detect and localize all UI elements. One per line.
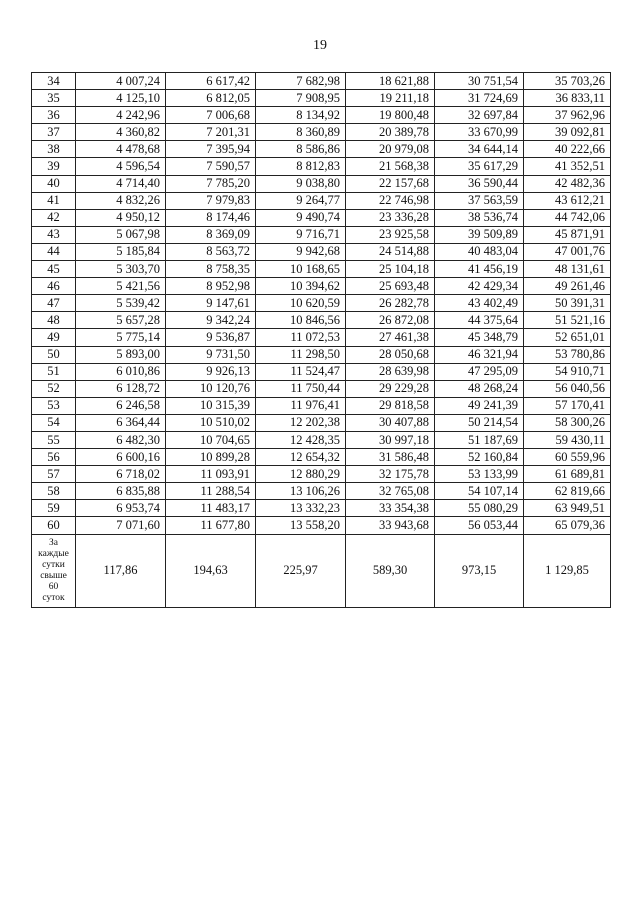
value-cell: 11 750,44 xyxy=(256,380,346,397)
table-row xyxy=(32,466,611,483)
value-cell: 12 880,29 xyxy=(256,466,346,483)
value-cell: 9 942,68 xyxy=(256,243,346,260)
value-cell: 4 478,68 xyxy=(76,141,166,158)
value-cell: 51 521,16 xyxy=(524,312,611,329)
value-cell: 10 120,76 xyxy=(166,380,256,397)
value-cell: 22 157,68 xyxy=(346,175,435,192)
value-cell: 30 751,54 xyxy=(435,73,524,90)
table-row xyxy=(32,431,611,448)
value-cell: 52 651,01 xyxy=(524,329,611,346)
value-cell: 47 001,76 xyxy=(524,243,611,260)
value-cell: 60 559,96 xyxy=(524,449,611,466)
value-cell: 10 394,62 xyxy=(256,278,346,295)
table-row xyxy=(32,449,611,466)
value-cell: 8 563,72 xyxy=(166,243,256,260)
rates-table-body xyxy=(32,73,611,608)
value-cell: 25 104,18 xyxy=(346,261,435,278)
value-cell: 6 482,30 xyxy=(76,431,166,448)
value-cell: 35 617,29 xyxy=(435,158,524,175)
value-cell: 10 704,65 xyxy=(166,431,256,448)
day-cell: 55 xyxy=(32,431,76,448)
value-cell: 50 391,31 xyxy=(524,295,611,312)
value-cell: 13 332,23 xyxy=(256,500,346,517)
value-cell: 6 246,58 xyxy=(76,397,166,414)
value-cell: 42 429,34 xyxy=(435,278,524,295)
value-cell: 10 846,56 xyxy=(256,312,346,329)
value-cell: 39 092,81 xyxy=(524,124,611,141)
value-cell: 5 657,28 xyxy=(76,312,166,329)
value-cell: 11 483,17 xyxy=(166,500,256,517)
day-cell: 49 xyxy=(32,329,76,346)
extra-value-cell: 1 129,85 xyxy=(524,534,611,607)
value-cell: 38 536,74 xyxy=(435,209,524,226)
value-cell: 13 558,20 xyxy=(256,517,346,534)
value-cell: 45 348,79 xyxy=(435,329,524,346)
value-cell: 23 925,58 xyxy=(346,226,435,243)
table-row xyxy=(32,380,611,397)
value-cell: 32 697,84 xyxy=(435,107,524,124)
value-cell: 49 241,39 xyxy=(435,397,524,414)
value-cell: 41 456,19 xyxy=(435,261,524,278)
value-cell: 5 775,14 xyxy=(76,329,166,346)
day-cell: 53 xyxy=(32,397,76,414)
value-cell: 4 125,10 xyxy=(76,90,166,107)
value-cell: 25 693,48 xyxy=(346,278,435,295)
value-cell: 10 510,02 xyxy=(166,414,256,431)
value-cell: 4 242,96 xyxy=(76,107,166,124)
value-cell: 10 315,39 xyxy=(166,397,256,414)
value-cell: 9 490,74 xyxy=(256,209,346,226)
value-cell: 10 620,59 xyxy=(256,295,346,312)
day-cell: 58 xyxy=(32,483,76,500)
extra-day-row xyxy=(32,534,611,607)
value-cell: 30 407,88 xyxy=(346,414,435,431)
value-cell: 12 428,35 xyxy=(256,431,346,448)
value-cell: 36 833,11 xyxy=(524,90,611,107)
extra-day-label-line: За xyxy=(49,537,58,548)
value-cell: 27 461,38 xyxy=(346,329,435,346)
value-cell: 5 185,84 xyxy=(76,243,166,260)
value-cell: 28 639,98 xyxy=(346,363,435,380)
value-cell: 7 071,60 xyxy=(76,517,166,534)
value-cell: 4 950,12 xyxy=(76,209,166,226)
value-cell: 47 295,09 xyxy=(435,363,524,380)
rates-table xyxy=(31,72,611,608)
extra-value-cell: 117,86 xyxy=(76,534,166,607)
value-cell: 11 524,47 xyxy=(256,363,346,380)
extra-day-label-line: каждые xyxy=(38,548,69,559)
value-cell: 20 979,08 xyxy=(346,141,435,158)
value-cell: 48 131,61 xyxy=(524,261,611,278)
extra-day-label-line: свыше xyxy=(40,570,67,581)
value-cell: 20 389,78 xyxy=(346,124,435,141)
value-cell: 9 038,80 xyxy=(256,175,346,192)
value-cell: 5 303,70 xyxy=(76,261,166,278)
value-cell: 22 746,98 xyxy=(346,192,435,209)
value-cell: 5 421,56 xyxy=(76,278,166,295)
value-cell: 40 483,04 xyxy=(435,243,524,260)
table-row xyxy=(32,295,611,312)
value-cell: 7 201,31 xyxy=(166,124,256,141)
value-cell: 46 321,94 xyxy=(435,346,524,363)
table-row xyxy=(32,192,611,209)
value-cell: 21 568,38 xyxy=(346,158,435,175)
day-cell: 60 xyxy=(32,517,76,534)
table-row xyxy=(32,329,611,346)
table-row xyxy=(32,312,611,329)
day-cell: 35 xyxy=(32,90,76,107)
table-row xyxy=(32,141,611,158)
value-cell: 10 168,65 xyxy=(256,261,346,278)
value-cell: 58 300,26 xyxy=(524,414,611,431)
value-cell: 30 997,18 xyxy=(346,431,435,448)
day-cell: 44 xyxy=(32,243,76,260)
value-cell: 40 222,66 xyxy=(524,141,611,158)
extra-value-cell: 225,97 xyxy=(256,534,346,607)
value-cell: 6 617,42 xyxy=(166,73,256,90)
table-row xyxy=(32,414,611,431)
value-cell: 56 040,56 xyxy=(524,380,611,397)
day-cell: 42 xyxy=(32,209,76,226)
value-cell: 7 908,95 xyxy=(256,90,346,107)
value-cell: 32 765,08 xyxy=(346,483,435,500)
value-cell: 37 563,59 xyxy=(435,192,524,209)
value-cell: 33 354,38 xyxy=(346,500,435,517)
table-row xyxy=(32,363,611,380)
value-cell: 8 586,86 xyxy=(256,141,346,158)
day-cell: 56 xyxy=(32,449,76,466)
day-cell: 41 xyxy=(32,192,76,209)
table-row xyxy=(32,483,611,500)
value-cell: 8 758,35 xyxy=(166,261,256,278)
value-cell: 8 134,92 xyxy=(256,107,346,124)
value-cell: 9 926,13 xyxy=(166,363,256,380)
table-row xyxy=(32,226,611,243)
day-cell: 57 xyxy=(32,466,76,483)
value-cell: 31 586,48 xyxy=(346,449,435,466)
value-cell: 7 682,98 xyxy=(256,73,346,90)
day-cell: 48 xyxy=(32,312,76,329)
table-row xyxy=(32,124,611,141)
day-cell: 46 xyxy=(32,278,76,295)
table-row xyxy=(32,346,611,363)
value-cell: 37 962,96 xyxy=(524,107,611,124)
value-cell: 11 288,54 xyxy=(166,483,256,500)
value-cell: 59 430,11 xyxy=(524,431,611,448)
value-cell: 52 160,84 xyxy=(435,449,524,466)
value-cell: 11 093,91 xyxy=(166,466,256,483)
value-cell: 9 731,50 xyxy=(166,346,256,363)
value-cell: 34 644,14 xyxy=(435,141,524,158)
value-cell: 28 050,68 xyxy=(346,346,435,363)
table-row xyxy=(32,73,611,90)
value-cell: 29 229,28 xyxy=(346,380,435,397)
extra-value-cell: 973,15 xyxy=(435,534,524,607)
page-number: 19 xyxy=(313,38,327,53)
value-cell: 5 067,98 xyxy=(76,226,166,243)
value-cell: 6 812,05 xyxy=(166,90,256,107)
value-cell: 31 724,69 xyxy=(435,90,524,107)
table-row xyxy=(32,158,611,175)
value-cell: 9 264,77 xyxy=(256,192,346,209)
value-cell: 4 714,40 xyxy=(76,175,166,192)
value-cell: 43 612,21 xyxy=(524,192,611,209)
day-cell: 51 xyxy=(32,363,76,380)
value-cell: 6 600,16 xyxy=(76,449,166,466)
value-cell: 53 780,86 xyxy=(524,346,611,363)
extra-day-label-line: 60 xyxy=(48,581,59,592)
day-cell: 37 xyxy=(32,124,76,141)
value-cell: 5 893,00 xyxy=(76,346,166,363)
value-cell: 54 910,71 xyxy=(524,363,611,380)
value-cell: 6 364,44 xyxy=(76,414,166,431)
value-cell: 11 677,80 xyxy=(166,517,256,534)
value-cell: 50 214,54 xyxy=(435,414,524,431)
day-cell: 59 xyxy=(32,500,76,517)
day-cell: 43 xyxy=(32,226,76,243)
value-cell: 19 800,48 xyxy=(346,107,435,124)
value-cell: 29 818,58 xyxy=(346,397,435,414)
table-row xyxy=(32,261,611,278)
value-cell: 35 703,26 xyxy=(524,73,611,90)
value-cell: 39 509,89 xyxy=(435,226,524,243)
value-cell: 49 261,46 xyxy=(524,278,611,295)
value-cell: 41 352,51 xyxy=(524,158,611,175)
value-cell: 7 785,20 xyxy=(166,175,256,192)
day-cell: 52 xyxy=(32,380,76,397)
value-cell: 9 716,71 xyxy=(256,226,346,243)
day-cell: 38 xyxy=(32,141,76,158)
value-cell: 9 342,24 xyxy=(166,312,256,329)
value-cell: 6 953,74 xyxy=(76,500,166,517)
value-cell: 61 689,81 xyxy=(524,466,611,483)
value-cell: 33 670,99 xyxy=(435,124,524,141)
day-cell: 34 xyxy=(32,73,76,90)
value-cell: 7 395,94 xyxy=(166,141,256,158)
extra-day-label-line: сутки xyxy=(42,559,65,570)
value-cell: 55 080,29 xyxy=(435,500,524,517)
value-cell: 63 949,51 xyxy=(524,500,611,517)
value-cell: 26 282,78 xyxy=(346,295,435,312)
value-cell: 11 976,41 xyxy=(256,397,346,414)
extra-day-label xyxy=(32,534,76,607)
value-cell: 10 899,28 xyxy=(166,449,256,466)
value-cell: 8 360,89 xyxy=(256,124,346,141)
value-cell: 8 174,46 xyxy=(166,209,256,226)
value-cell: 45 871,91 xyxy=(524,226,611,243)
value-cell: 26 872,08 xyxy=(346,312,435,329)
extra-value-cell: 589,30 xyxy=(346,534,435,607)
table-row xyxy=(32,243,611,260)
value-cell: 6 010,86 xyxy=(76,363,166,380)
day-cell: 45 xyxy=(32,261,76,278)
value-cell: 4 596,54 xyxy=(76,158,166,175)
day-cell: 36 xyxy=(32,107,76,124)
table-row xyxy=(32,107,611,124)
value-cell: 36 590,44 xyxy=(435,175,524,192)
value-cell: 57 170,41 xyxy=(524,397,611,414)
value-cell: 62 819,66 xyxy=(524,483,611,500)
value-cell: 9 536,87 xyxy=(166,329,256,346)
value-cell: 4 007,24 xyxy=(76,73,166,90)
value-cell: 7 979,83 xyxy=(166,192,256,209)
value-cell: 4 832,26 xyxy=(76,192,166,209)
value-cell: 12 202,38 xyxy=(256,414,346,431)
value-cell: 23 336,28 xyxy=(346,209,435,226)
value-cell: 53 133,99 xyxy=(435,466,524,483)
value-cell: 5 539,42 xyxy=(76,295,166,312)
value-cell: 33 943,68 xyxy=(346,517,435,534)
value-cell: 9 147,61 xyxy=(166,295,256,312)
value-cell: 43 402,49 xyxy=(435,295,524,312)
value-cell: 6 128,72 xyxy=(76,380,166,397)
day-cell: 50 xyxy=(32,346,76,363)
value-cell: 44 742,06 xyxy=(524,209,611,226)
value-cell: 19 211,18 xyxy=(346,90,435,107)
table-row xyxy=(32,278,611,295)
value-cell: 11 072,53 xyxy=(256,329,346,346)
value-cell: 13 106,26 xyxy=(256,483,346,500)
day-cell: 54 xyxy=(32,414,76,431)
day-cell: 47 xyxy=(32,295,76,312)
value-cell: 6 718,02 xyxy=(76,466,166,483)
value-cell: 18 621,88 xyxy=(346,73,435,90)
value-cell: 8 812,83 xyxy=(256,158,346,175)
value-cell: 54 107,14 xyxy=(435,483,524,500)
value-cell: 11 298,50 xyxy=(256,346,346,363)
table-row xyxy=(32,175,611,192)
value-cell: 51 187,69 xyxy=(435,431,524,448)
day-cell: 39 xyxy=(32,158,76,175)
value-cell: 56 053,44 xyxy=(435,517,524,534)
table-row xyxy=(32,90,611,107)
value-cell: 24 514,88 xyxy=(346,243,435,260)
value-cell: 7 006,68 xyxy=(166,107,256,124)
value-cell: 48 268,24 xyxy=(435,380,524,397)
value-cell: 32 175,78 xyxy=(346,466,435,483)
value-cell: 8 369,09 xyxy=(166,226,256,243)
value-cell: 44 375,64 xyxy=(435,312,524,329)
value-cell: 42 482,36 xyxy=(524,175,611,192)
table-row xyxy=(32,517,611,534)
table-row xyxy=(32,209,611,226)
value-cell: 7 590,57 xyxy=(166,158,256,175)
value-cell: 4 360,82 xyxy=(76,124,166,141)
value-cell: 8 952,98 xyxy=(166,278,256,295)
day-cell: 40 xyxy=(32,175,76,192)
extra-value-cell: 194,63 xyxy=(166,534,256,607)
value-cell: 12 654,32 xyxy=(256,449,346,466)
table-row xyxy=(32,397,611,414)
extra-day-label-line: суток xyxy=(42,592,65,603)
table-row xyxy=(32,500,611,517)
value-cell: 65 079,36 xyxy=(524,517,611,534)
value-cell: 6 835,88 xyxy=(76,483,166,500)
